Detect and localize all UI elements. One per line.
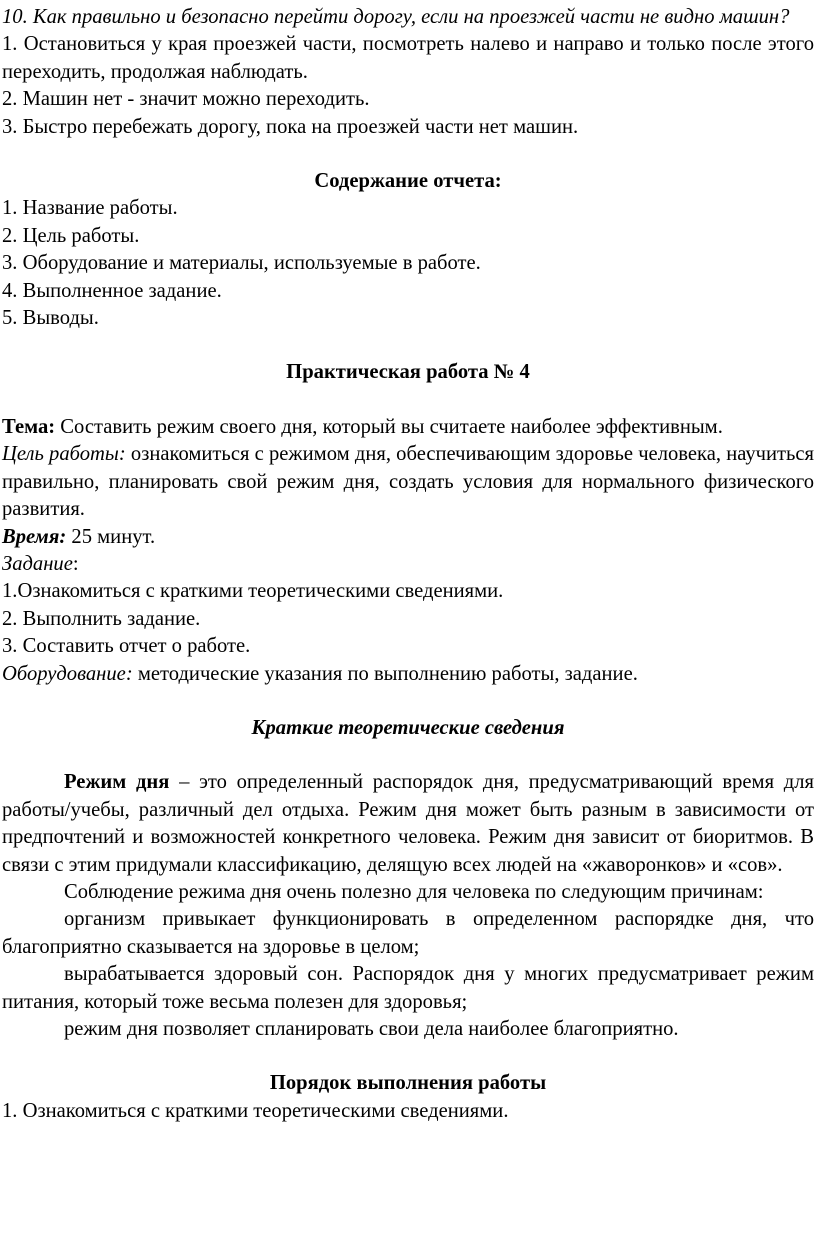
equipment-label: Оборудование: [2,662,133,685]
equipment-paragraph [2,661,814,688]
report-item: 4. Выполненное задание. [2,279,222,302]
task-item: 3. Составить отчет о работе. [2,635,251,658]
spacer [2,141,814,168]
answer-option-3: 3. Быстро перебежать дорогу, пока на проезжей части нет машин. [2,115,579,138]
procedure-step-1: 1. Ознакомиться с краткими теоретическими сведениями. [2,1099,509,1122]
equipment-text: методические указания по выполнению работы, задание. [132,662,638,685]
report-item: 1. Название работы. [2,197,178,220]
time-text: 25 минут. [66,525,156,548]
theory-paragraph-3: организм привыкает функционировать в определенном распорядке дня, что благоприятно сказывается на здоровье в целом; [2,908,814,958]
spacer [2,387,814,414]
report-heading: Содержание отчета: [314,170,502,193]
task-colon: : [72,552,79,575]
report-item: 5. Выводы. [2,307,99,330]
task-item: 2. Выполнить задание. [2,607,201,630]
regime-term: Режим дня [64,771,170,794]
theory-paragraph-4: вырабатывается здоровый сон. Распорядок дня у многих предусматривает режим питания, который тоже весьма полезен для здоровья; [2,963,814,1013]
task-item: 1.Ознакомиться с краткими теоретическими сведениями. [2,580,504,603]
task-label: Задание [2,552,73,575]
topic-text: Составить режим своего дня, который вы считаете наиболее эффективным. [55,415,723,438]
spacer [2,332,814,359]
time-paragraph [2,524,814,551]
goal-paragraph [2,441,814,523]
task-label-line [2,551,814,578]
answer-option-1: 1. Остановиться у края проезжей части, посмотреть налево и направо и только после этого переходить, продолжая наблюдать. [2,33,814,83]
procedure-heading: Порядок выполнения работы [269,1072,547,1095]
goal-label: Цель работы: [2,443,126,466]
topic-paragraph [2,414,814,441]
topic-label: Тема: [2,415,56,438]
practical-heading: Практическая работа № 4 [286,361,530,384]
answer-option-2: 2. Машин нет - значит можно переходить. [2,88,370,111]
time-label: Время: [2,525,67,548]
theory-paragraph-1 [2,769,814,879]
theory-paragraph-5: режим дня позволяет спланировать свои дела наиболее благоприятно. [64,1018,679,1040]
theory-heading: Краткие теоретические сведения [251,716,565,739]
spacer [2,742,814,769]
regime-definition: – это определенный распорядок дня, предусматривающий время для работы/учебы, различный дел отдыха. Режим дня может быть разным в зависимости от предпочтений и возможностей конкретного человека. Режим дня зависит от биоритмов. В связи с этим придумали классификацию, делящую всех людей на «жаворонков» и «сов». [2,771,814,876]
question-title: 10. Как правильно и безопасно перейти дорогу, если на проезжей части не видно машин? [2,6,790,28]
theory-paragraph-2: Соблюдение режима дня очень полезно для человека по следующим причинам: [64,880,764,903]
report-item: 2. Цель работы. [2,224,140,247]
spacer [2,1043,814,1070]
spacer [2,688,814,715]
report-item: 3. Оборудование и материалы, используемые в работе. [2,252,481,275]
goal-text: ознакомиться с режимом дня, обеспечивающим здоровье человека, научиться правильно, планировать свой режим дня, создать условия для нормального физического развития. [2,443,814,521]
